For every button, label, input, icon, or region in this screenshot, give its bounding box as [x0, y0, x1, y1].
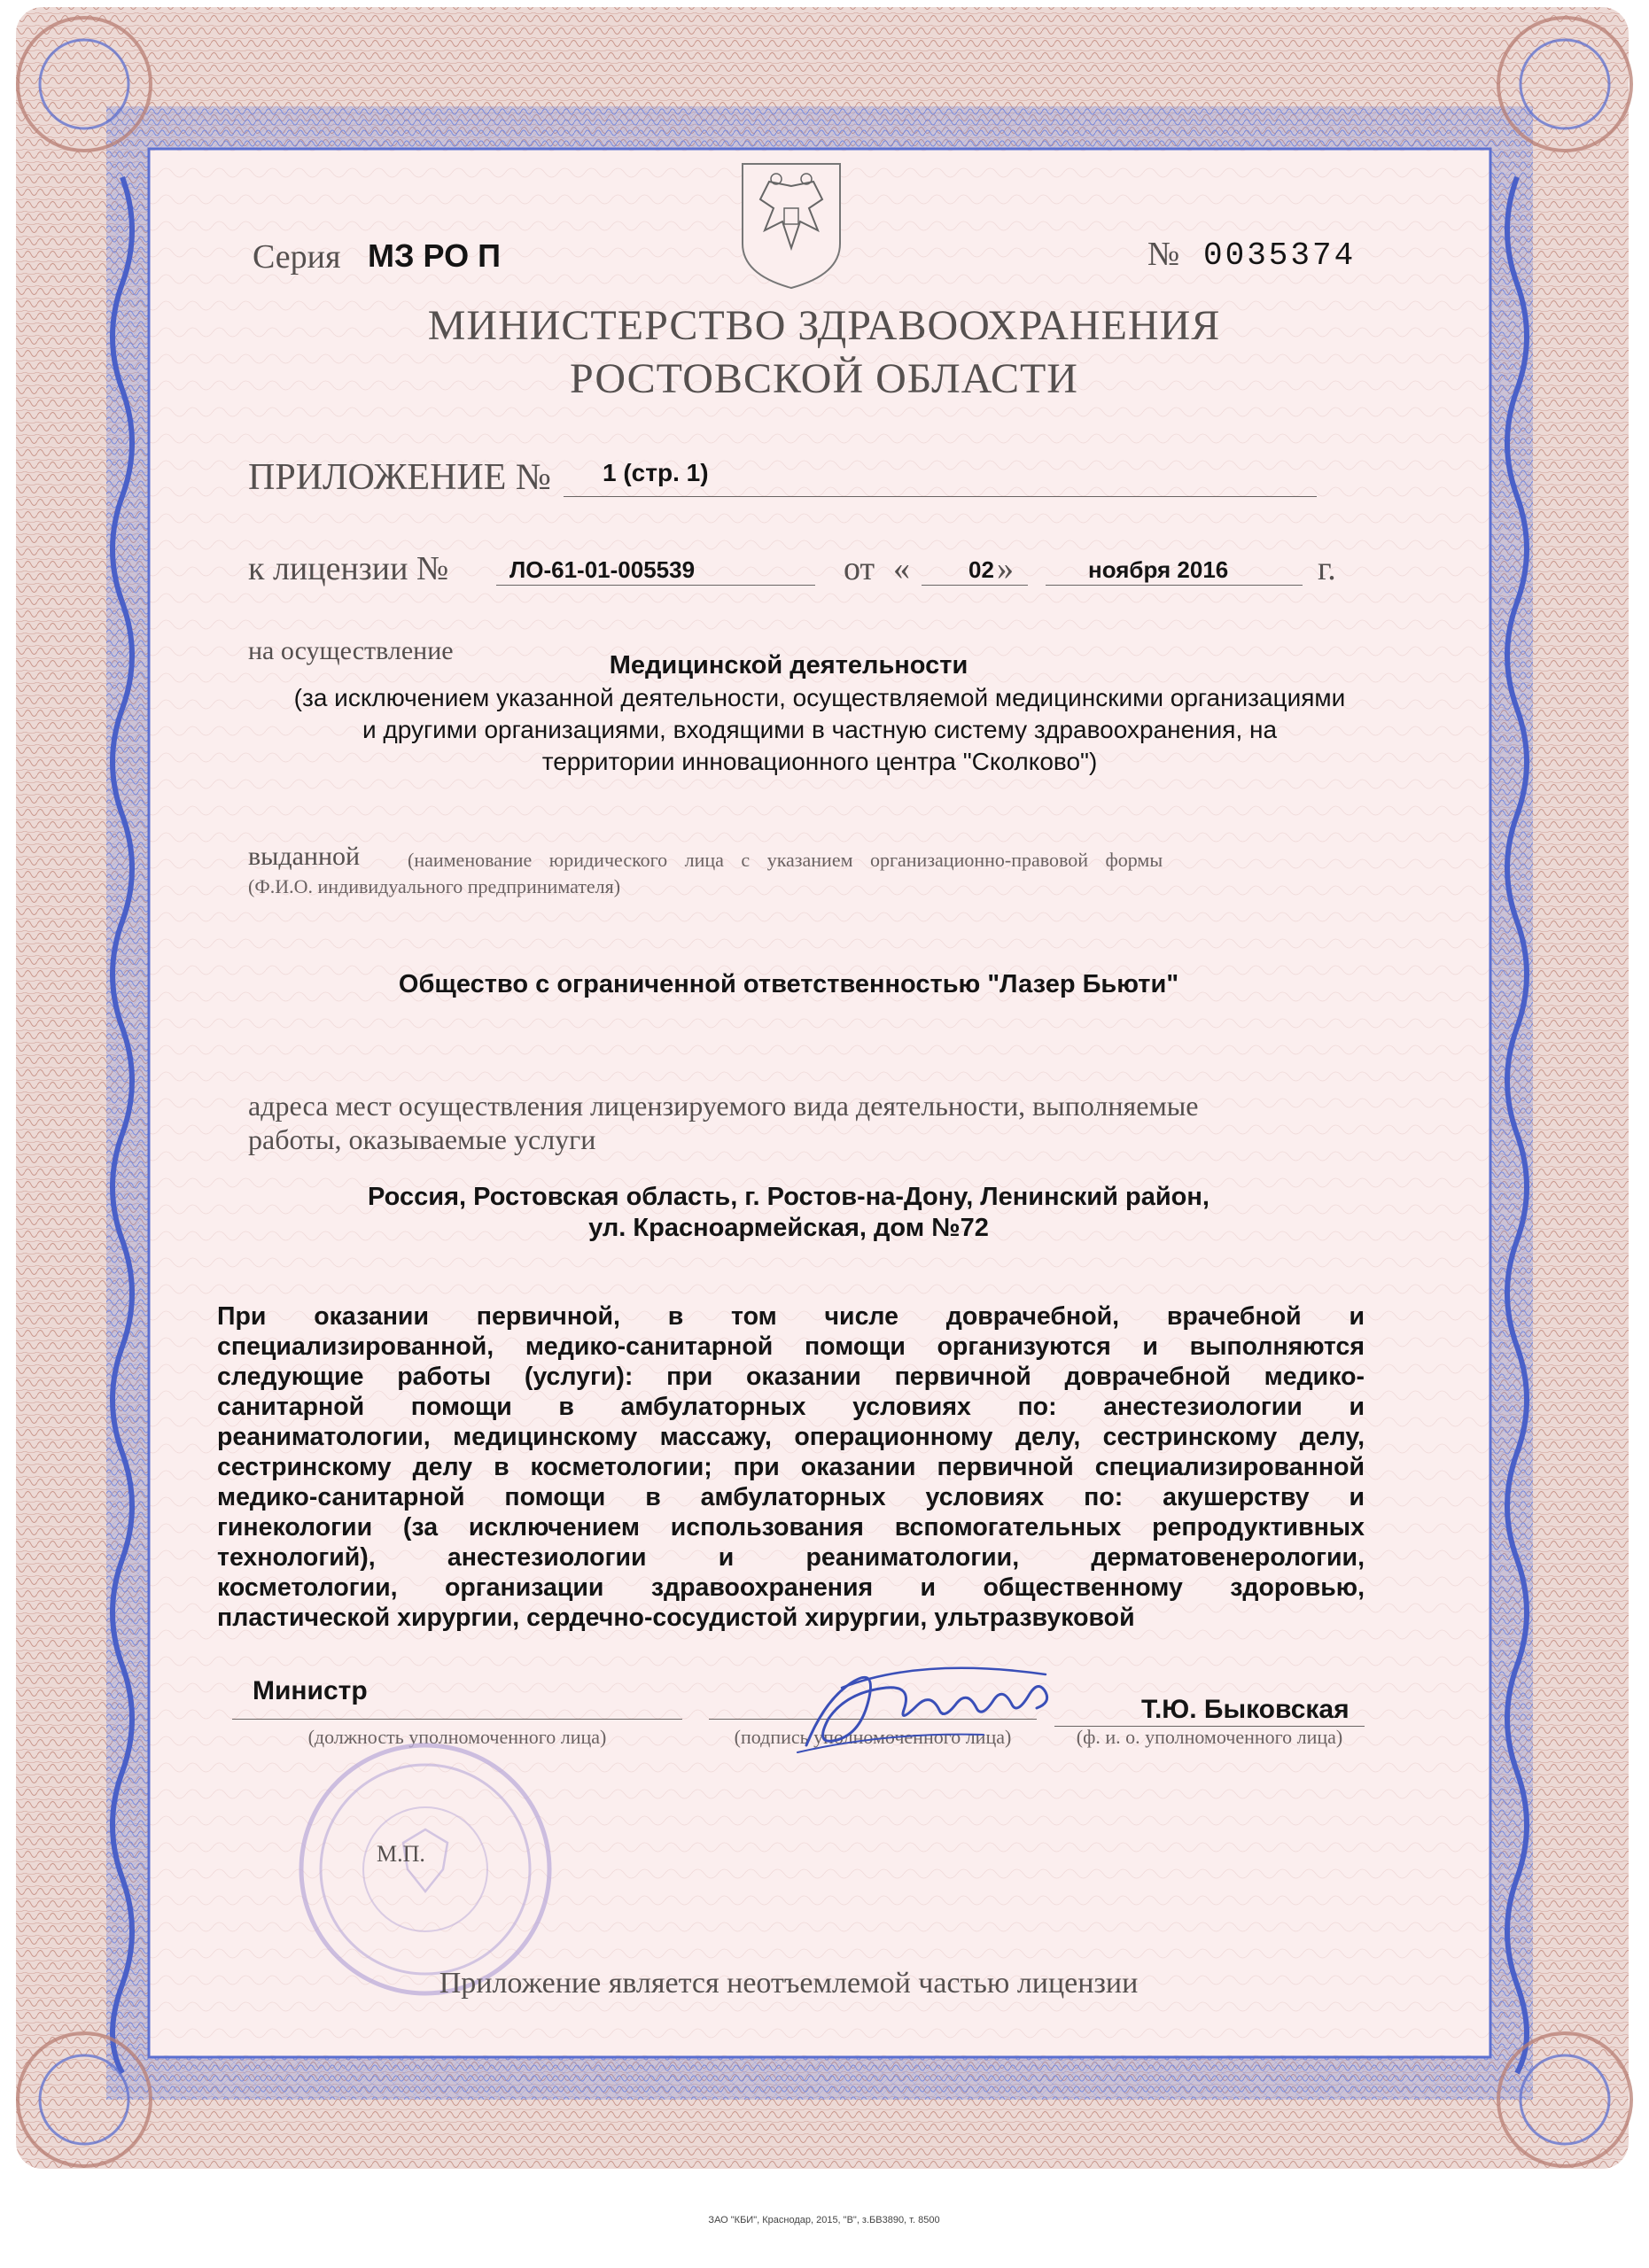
- services-line-9: технологий), анестезиологии и реаниматологии, дерматовенерологии,: [217, 1543, 1365, 1572]
- activity-label: на осуществление: [248, 636, 454, 665]
- series-label: Серия: [253, 238, 341, 276]
- address-label-line1: адреса мест осуществления лицензируемого вида деятельности, выполняемые: [248, 1090, 1199, 1122]
- services-line-1: При оказании первичной, в том числе доврачебной, врачебной и: [217, 1302, 1365, 1331]
- services-line-4: санитарной помощи в амбулаторных условиях по: анестезиологии и: [217, 1393, 1365, 1421]
- license-month-year: ноября 2016: [1088, 556, 1229, 583]
- issued-hint-line1: (наименование юридического лица с указанием организационно-правовой формы: [408, 849, 1163, 871]
- address-label-line2: работы, оказываемые услуги: [248, 1123, 596, 1155]
- activity-title: Медицинской деятельности: [609, 651, 968, 680]
- license-from-label: от: [844, 550, 875, 587]
- services-line-3: следующие работы (услуги): при оказании первичной доврачебной медико-: [217, 1363, 1365, 1391]
- services-line-6: сестринскому делу в косметологии; при оказании первичной специализированной: [217, 1453, 1365, 1481]
- number-label: №: [1147, 236, 1180, 273]
- ministry-title-line1: МИНИСТЕРСТВО ЗДРАВООХРАНЕНИЯ: [427, 302, 1221, 349]
- license-prefix: к лицензии №: [248, 550, 449, 587]
- address-line-2: ул. Красноармейская, дом №72: [588, 1214, 989, 1242]
- seal-label: М.П.: [377, 1841, 425, 1867]
- activity-line-3: территории инновационного центра "Сколково"): [541, 748, 1098, 775]
- signatory-position: Министр: [253, 1676, 368, 1705]
- license-number-underline: [496, 585, 815, 586]
- series-value: МЗ РО П: [368, 237, 501, 274]
- issued-label: выданной: [248, 842, 361, 871]
- coat-of-arms-emblem: [734, 159, 849, 292]
- official-seal: [292, 1736, 558, 2002]
- license-number: ЛО-61-01-005539: [509, 556, 696, 583]
- org-name: Общество с ограниченной ответственностью "Лазер Бьюти": [398, 970, 1179, 998]
- license-quote-close: »: [997, 550, 1014, 587]
- services-line-8: гинекологии (за исключением использования вспомогательных репродуктивных: [217, 1513, 1365, 1542]
- services-line-10: косметологии, организации здравоохранения и общественному здоровью,: [217, 1573, 1365, 1602]
- position-underline: [232, 1719, 682, 1720]
- license-quote-open: «: [893, 550, 910, 587]
- issued-hint-line2: (Ф.И.О. индивидуального предпринимателя): [248, 875, 621, 897]
- activity-line-1: (за исключением указанной деятельности, осуществляемой медицинскими организациями: [293, 684, 1346, 711]
- handwritten-signature: [780, 1648, 1081, 1763]
- appendix-label: ПРИЛОЖЕНИЕ №: [248, 457, 551, 498]
- address-line-1: Россия, Ростовская область, г. Ростов-на-Дону, Ленинский район,: [368, 1183, 1210, 1211]
- services-line-2: специализированной, медико-санитарной помощи организуются и выполняются: [217, 1332, 1365, 1361]
- services-line-5: реаниматологии, медицинскому массажу, операционному делу, сестринскому делу,: [217, 1423, 1365, 1451]
- signature-hint: (подпись уполномоченного лица): [734, 1726, 1012, 1748]
- appendix-underline: [564, 496, 1317, 497]
- license-day: 02: [968, 556, 994, 583]
- services-line-7: медико-санитарной помощи в амбулаторных условиях по: акушерству и: [217, 1483, 1365, 1511]
- ministry-title-line2: РОСТОВСКОЙ ОБЛАСТИ: [570, 355, 1078, 402]
- number-value: 0035374: [1203, 237, 1357, 274]
- activity-line-2: и другими организациями, входящими в частную систему здравоохранения, на: [362, 716, 1278, 743]
- signatory-name: Т.Ю. Быковская: [1141, 1695, 1350, 1724]
- name-hint: (ф. и. о. уполномоченного лица): [1076, 1726, 1343, 1748]
- license-year-suffix: г.: [1318, 550, 1336, 587]
- printer-imprint: ЗАО "КБИ", Краснодар, 2015, "В", з.БВ3890, т. 8500: [708, 2215, 940, 2225]
- footer-note: Приложение является неотъемлемой частью лицензии: [439, 1967, 1139, 2000]
- appendix-value: 1 (стр. 1): [603, 459, 709, 486]
- license-month-underline: [1046, 585, 1303, 586]
- services-line-11: пластической хирургии, сердечно-сосудистой хирургии, ультразвуковой: [217, 1604, 1135, 1632]
- position-hint: (должность уполномоченного лица): [307, 1726, 607, 1748]
